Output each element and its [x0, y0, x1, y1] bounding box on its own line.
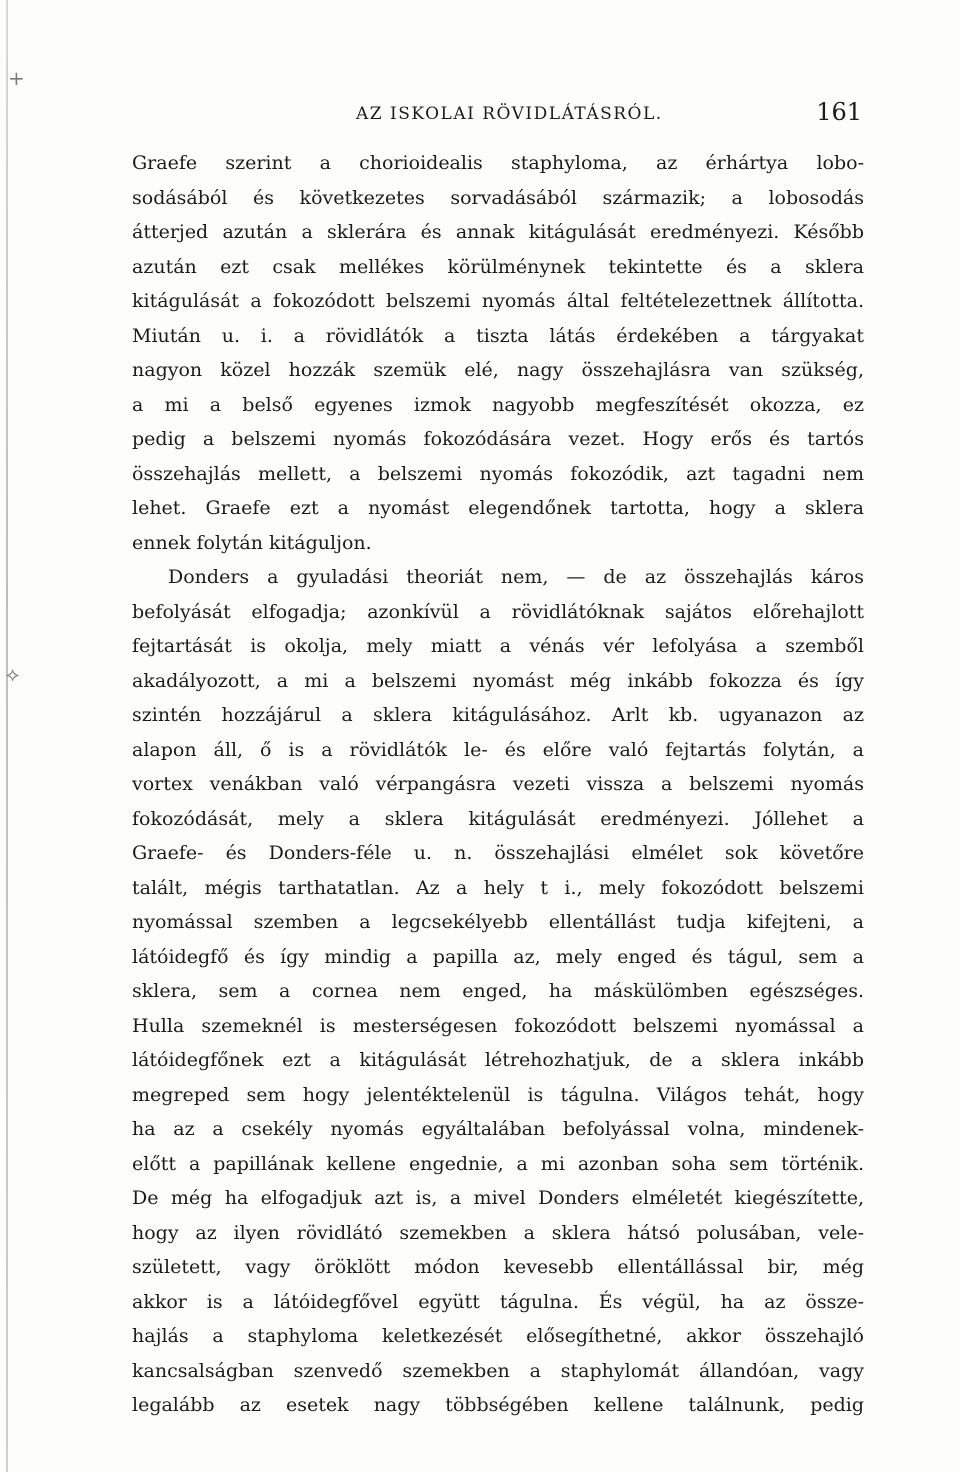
text-line: azután ezt csak mellékes körülménynek tekintette és a sklera: [132, 255, 864, 278]
page-number: 161: [816, 98, 862, 126]
text-line: szintén hozzájárul a sklera kitágulásához. Arlt kb. ugyanazon az: [132, 704, 864, 726]
text-line: nyomással szemben a legcsekélyebb ellentállást tudja kifejteni, a: [132, 911, 864, 933]
text-line: Hulla szemeknél is mesterségesen fokozódott belszemi nyomással a: [132, 1014, 864, 1037]
margin-mark: ⟡: [6, 662, 20, 686]
text-line: hajlás a staphyloma keletkezését elősegíthetné, akkor összehajló: [132, 1325, 864, 1347]
text-line: Donders a gyuladási theoriát nem, — de az összehajlás káros: [168, 566, 864, 588]
text-line: pedig a belszemi nyomás fokozódására vezet. Hogy erős és tartós: [132, 428, 864, 450]
text-line: Miután u. i. a rövidlátók a tiszta látás érdekében a tárgyakat: [132, 324, 864, 347]
text-line: született, vagy öröklött módon kevesebb ellentállással bir, még: [132, 1256, 864, 1278]
text-line: akkor is a látóidegfővel együtt tágulna. És végül, ha az össze-: [132, 1290, 864, 1313]
scan-edge: [6, 0, 8, 1472]
text-line: látóidegfő és így mindig a papilla az, mely enged és tágul, sem a: [132, 945, 864, 968]
body-text: [132, 146, 864, 1423]
text-line: De még ha elfogadjuk azt is, a mivel Donders elméletét kiegészítette,: [132, 1187, 864, 1209]
text-line: hogy az ilyen rövidlátó szemekben a sklera hátsó polusában, vele-: [132, 1221, 864, 1244]
text-line: a mi a belső egyenes izmok nagyobb megfeszítését okozza, ez: [132, 393, 864, 416]
margin-mark: +: [8, 66, 25, 90]
text-line: Graefe szerint a chorioidealis staphyloma, az érhártya lobo-: [132, 152, 864, 174]
page-header: [132, 94, 864, 134]
text-line: ha az a csekély nyomás egyáltalában befolyással volna, mindenek-: [132, 1118, 864, 1140]
text-line: sklera, sem a cornea nem enged, ha máskülömben egészséges.: [132, 980, 864, 1002]
text-line: előtt a papillának kellene engednie, a mi azonban soha sem történik.: [132, 1152, 864, 1175]
text-line: talált, mégis tarthatatlan. Az a hely t i., mely fokozódott belszemi: [132, 876, 864, 899]
text-line: kitágulását a fokozódott belszemi nyomás által feltételezettnek állította.: [132, 290, 864, 312]
text-line: ennek folytán kitáguljon.: [132, 531, 372, 554]
text-line: befolyását elfogadja; azonkívül a rövidlátóknak sajátos előrehajlott: [132, 600, 864, 623]
text-line: fokozódását, mely a sklera kitágulását eredményezi. Jóllehet a: [132, 807, 864, 830]
text-line: vortex venákban való vérpangásra vezeti vissza a belszemi nyomás: [132, 773, 864, 795]
text-line: nagyon közel hozzák szemük elé, nagy összehajlásra van szükség,: [132, 359, 864, 381]
text-line: lehet. Graefe ezt a nyomást elegendőnek tartotta, hogy a sklera: [132, 497, 864, 519]
text-line: legalább az esetek nagy többségében kellene találnunk, pedig: [132, 1394, 864, 1416]
text-line: fejtartását is okolja, mely miatt a vénás vér lefolyása a szemből: [132, 635, 864, 657]
text-line: Graefe- és Donders-féle u. n. összehajlási elmélet sok követőre: [132, 842, 864, 864]
text-line: sodásából és következetes sorvadásából származik; a lobosodás: [132, 186, 864, 209]
text-line: megreped sem hogy jelentéktelenül is tágulna. Világos tehát, hogy: [132, 1083, 864, 1106]
text-line: átterjed azután a sklerára és annak kitágulását eredményezi. Később: [132, 221, 864, 243]
text-line: látóidegfőnek ezt a kitágulását létrehozhatjuk, de a sklera inkább: [132, 1049, 864, 1071]
text-line: kancsalságban szenvedő szemekben a staphylomát állandóan, vagy: [132, 1359, 864, 1382]
running-head: AZ ISKOLAI RÖVIDLÁTÁSRÓL.: [356, 104, 663, 124]
text-line: alapon áll, ő is a rövidlátók le- és előre való fejtartás folytán, a: [132, 738, 864, 761]
text-line: akadályozott, a mi a belszemi nyomást még inkább fokozza és így: [132, 669, 864, 692]
text-line: összehajlás mellett, a belszemi nyomás fokozódik, azt tagadni nem: [132, 462, 864, 485]
